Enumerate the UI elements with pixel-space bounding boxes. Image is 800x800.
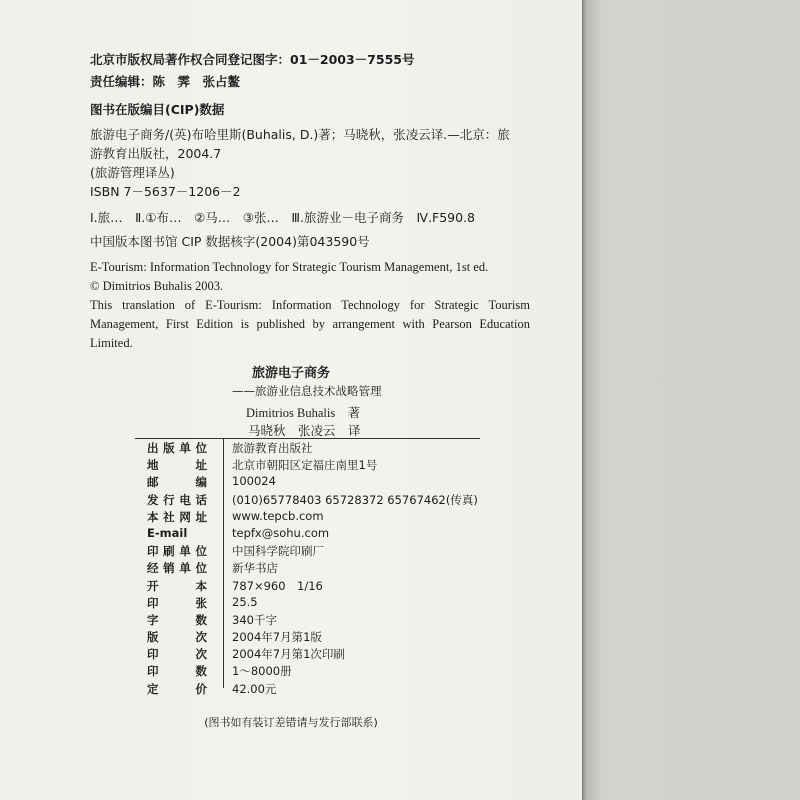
detail-row: 发行电话 (010)65778403 65728372 65767462(传真)	[147, 492, 478, 507]
details-top-rule	[135, 438, 480, 439]
detail-row: 印次 2004年7月第1次印刷	[147, 647, 345, 662]
english-rights-notice	[90, 258, 530, 353]
book-title: 旅游电子商务	[251, 366, 330, 381]
detail-row: 出版单位 旅游教育出版社	[147, 441, 313, 455]
detail-row: 邮编 100024	[147, 474, 276, 490]
detail-row: 印刷单位 中国科学院印刷厂	[147, 544, 324, 559]
book-gutter	[582, 0, 800, 800]
detail-row: 印张 25.5	[147, 594, 258, 610]
copyright-line: © Dimitrios Buhalis 2003.	[90, 279, 224, 293]
book-translators: 马晓秋 张凌云 译	[248, 423, 361, 438]
detail-row: E-mail tepfx@sohu.com	[147, 525, 330, 540]
catalog-entry-line-1: 旅游电子商务/(英)布哈里斯(Buhalis, D.)著；马晓秋，张凌云译.—北京：旅	[90, 127, 510, 142]
detail-row: 开本 787×960 1/16	[147, 578, 323, 593]
publication-details	[135, 440, 495, 698]
copyright-registration: 北京市版权局著作权合同登记图字：01－2003－7555号	[90, 52, 415, 67]
show-through-text	[240, 68, 570, 83]
subject-classification: Ⅰ.旅… Ⅱ.①布… ②马… ③张… Ⅲ.旅游业－电子商务 Ⅳ.F590.8	[90, 210, 475, 225]
cip-heading: 图书在版编目(CIP)数据	[90, 102, 225, 117]
translation-arrangement: This translation of E-Tourism: Information Technology for Strategic Tourism Management, First Edition is published by arrangement with Pearson Education Limited.	[90, 298, 530, 350]
responsible-editors: 责任编辑：陈 霁 张占鳌	[90, 74, 241, 89]
detail-row: 字数 340千字	[147, 612, 277, 627]
book-subtitle: ——旅游业信息技术战略管理	[232, 384, 382, 398]
series-name: (旅游管理译丛)	[90, 165, 175, 180]
detail-row: 地址 北京市朝阳区定福庄南里1号	[147, 458, 378, 473]
book-author: Dimitrios Buhalis 著	[246, 406, 361, 420]
isbn: ISBN 7－5637－1206－2	[90, 184, 241, 199]
detail-row: 印数 1～8000册	[147, 664, 292, 679]
binding-error-note: (图书如有装订差错请与发行部联系)	[204, 716, 378, 729]
detail-row: 定价 42.00元	[147, 681, 277, 696]
catalog-entry-line-2: 游教育出版社，2004.7	[90, 146, 222, 161]
cip-number: 中国版本图书馆 CIP 数据核字(2004)第043590号	[90, 234, 370, 249]
english-title-line: E-Tourism: Information Technology for Strategic Tourism Management, 1st ed.	[90, 260, 489, 274]
detail-row: 经销单位 新华书店	[147, 561, 278, 576]
detail-row: 本社网址 www.tepcb.com	[147, 508, 324, 524]
detail-row: 版次 2004年7月第1版	[147, 630, 322, 645]
